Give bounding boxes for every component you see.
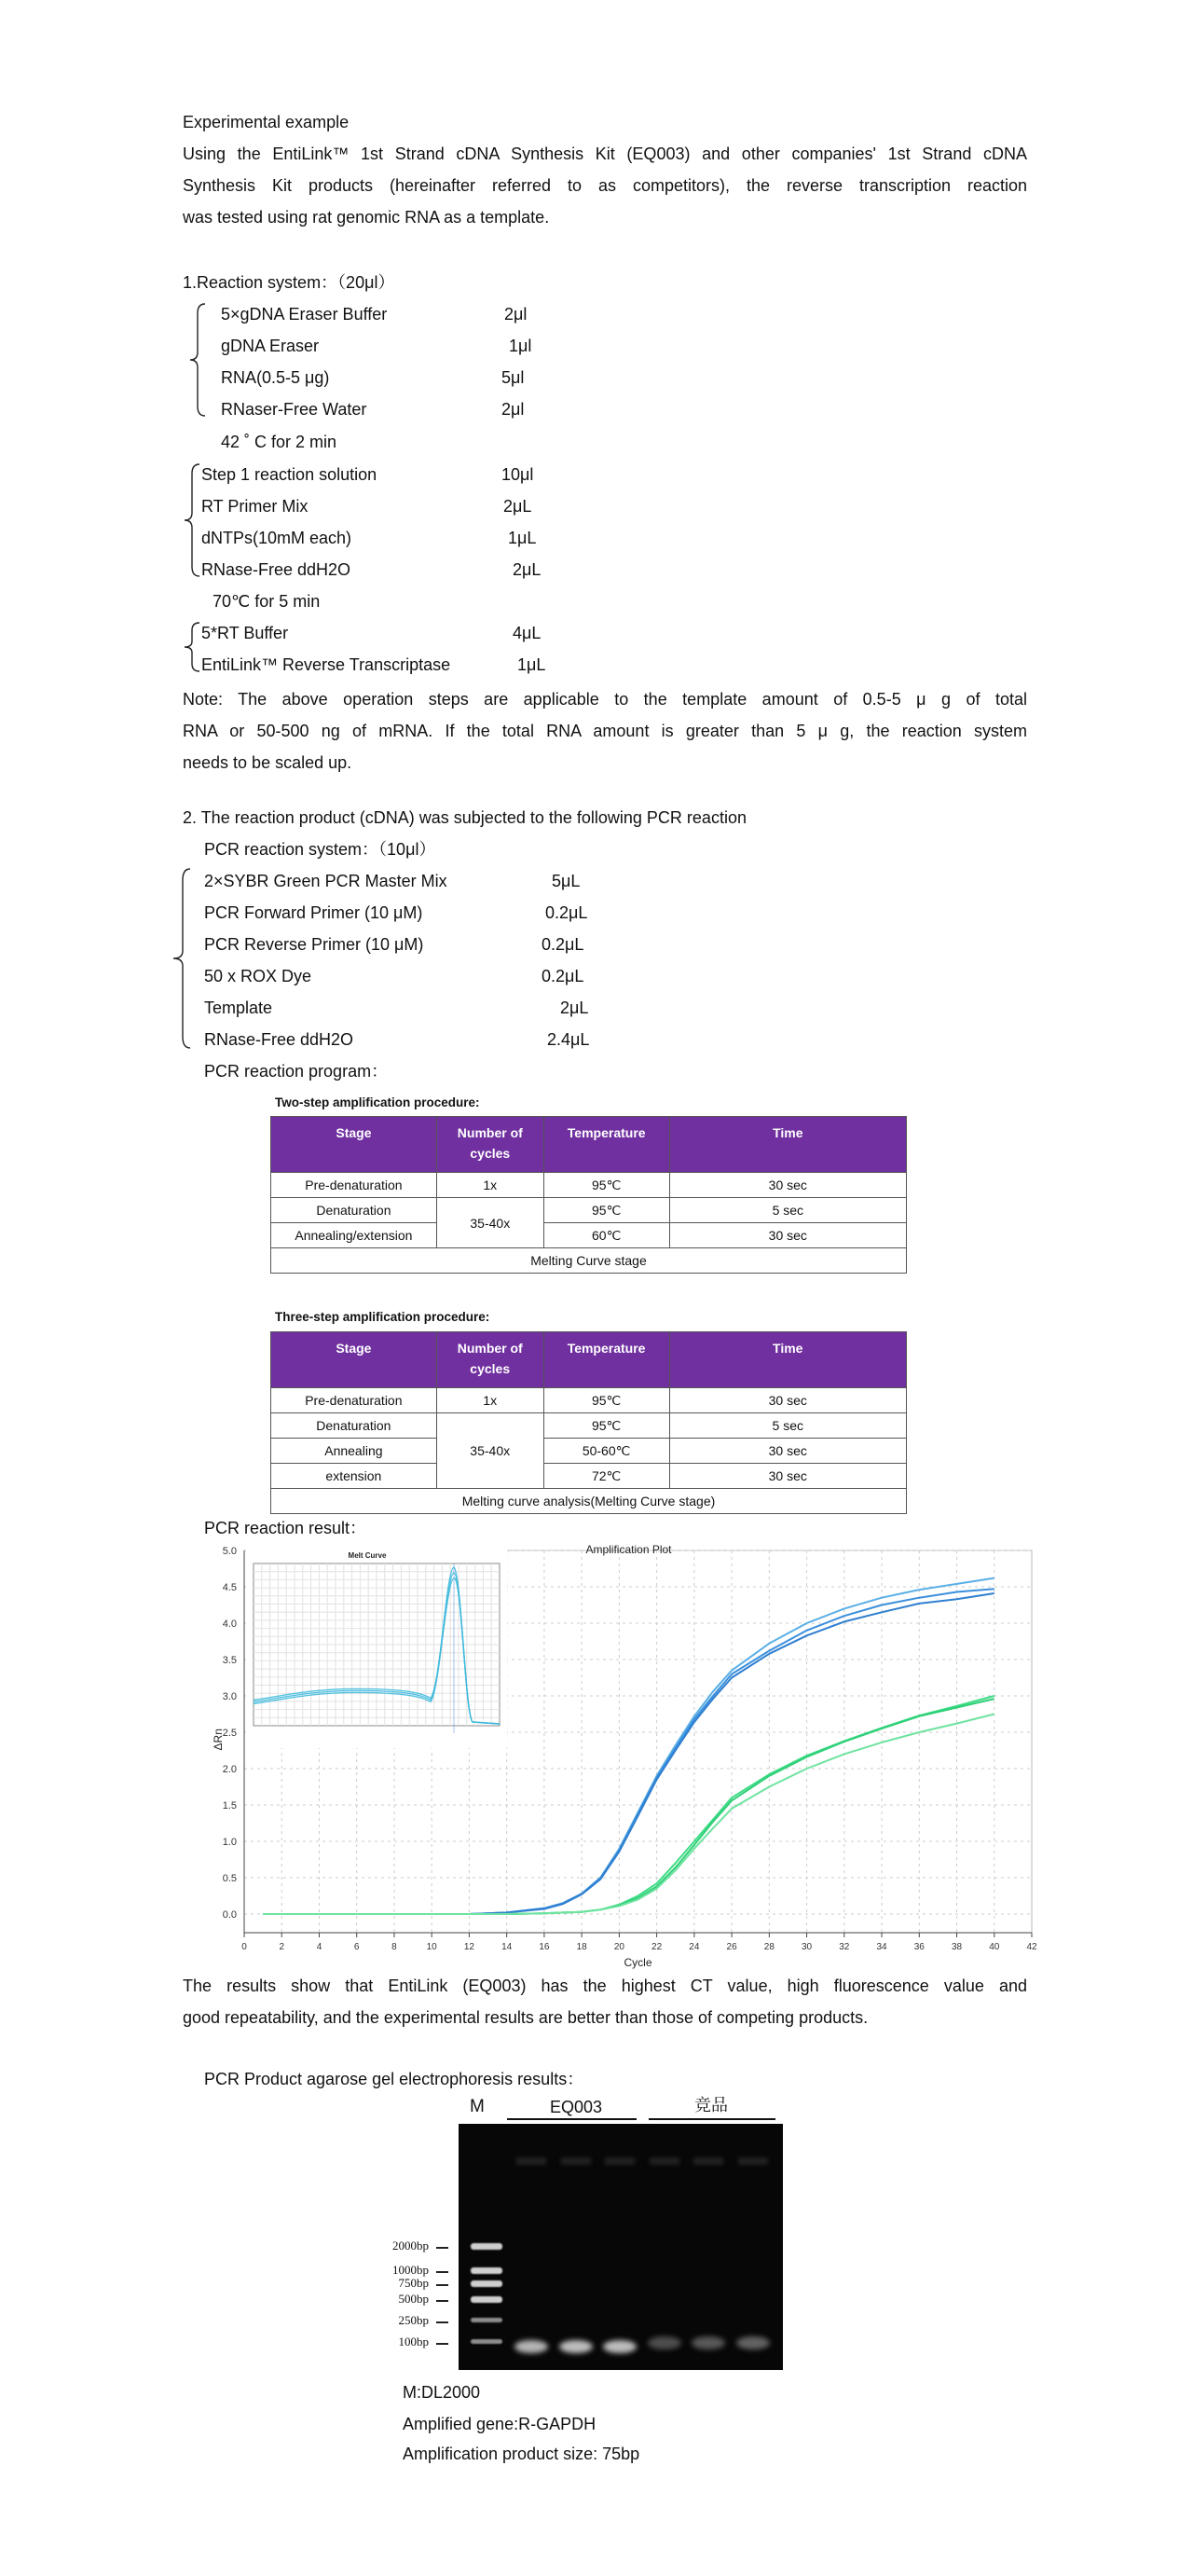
column-header: Number of cycles [436, 1117, 543, 1173]
two-step-table [270, 1116, 907, 1274]
x-tick-label: 6 [353, 1942, 360, 1952]
section-heading: Experimental example [183, 113, 350, 131]
table-row [271, 1388, 907, 1413]
marker-band [471, 2280, 502, 2287]
reagent-name: 5*RT Buffer [201, 624, 289, 642]
sample-band [514, 2340, 548, 2353]
brace-icon [181, 461, 203, 580]
stage-cell: Annealing [271, 1439, 437, 1464]
reagent-name: Step 1 reaction solution [201, 465, 377, 484]
note-line: needs to be scaled up. [183, 753, 352, 772]
x-tick-label: 4 [316, 1942, 322, 1952]
table-row [271, 1198, 907, 1223]
time-cell: 5 sec [669, 1198, 906, 1223]
reagent-name: PCR Reverse Primer (10 μM) [204, 935, 424, 954]
column-header: Time [669, 1117, 906, 1173]
brace-icon [168, 865, 194, 1052]
reagent-volume: 2μl [504, 305, 528, 324]
x-tick-label: 14 [501, 1942, 513, 1952]
reagent-volume: 5μL [552, 872, 581, 890]
y-tick-label: 1.0 [222, 1837, 237, 1848]
x-tick-label: 0 [241, 1942, 247, 1952]
time-cell: 30 sec [669, 1223, 906, 1248]
sample-band [559, 2340, 593, 2353]
time-cell: 30 sec [669, 1464, 906, 1489]
competitor-group-label: 竞品 [694, 2096, 728, 2115]
intro-line: was tested using rat genomic RNA as a template. [183, 208, 550, 227]
table-row [271, 1489, 907, 1514]
gel-well [693, 2157, 723, 2165]
marker-size-label: 500bp [398, 2292, 429, 2306]
y-tick-label: 3.5 [222, 1655, 237, 1666]
x-axis-label: Cycle [624, 1956, 652, 1969]
temperature-cell: 60℃ [543, 1223, 669, 1248]
reagent-name: RNA(0.5-5 μg) [221, 368, 330, 387]
reagent-name: dNTPs(10mM each) [201, 529, 352, 547]
time-cell: 30 sec [669, 1173, 906, 1198]
x-tick-label: 28 [763, 1942, 775, 1952]
marker-band [471, 2243, 502, 2250]
y-tick-label: 4.0 [222, 1619, 237, 1630]
reagent-volume: 1μl [509, 337, 532, 355]
column-header: Stage [271, 1117, 437, 1173]
temperature-cell: 50-60℃ [543, 1439, 669, 1464]
reagent-volume: 0.2μL [542, 935, 584, 954]
marker-band [471, 2339, 502, 2344]
y-axis-label: ΔRn [212, 1729, 225, 1751]
marker-size-label: 1000bp [392, 2263, 429, 2277]
cycles-cell: 1x [436, 1388, 543, 1413]
marker-size-label: 2000bp [392, 2239, 429, 2252]
footer-cell: Melting Curve stage [271, 1248, 907, 1274]
gel-note: Amplification product size: 75bp [403, 2445, 640, 2463]
reagent-volume: 2μL [560, 999, 589, 1017]
cycles-cell: 35-40x [436, 1413, 543, 1489]
y-tick-label: 2.5 [222, 1728, 237, 1739]
reagent-name: RNase-Free ddH2O [204, 1030, 354, 1049]
conclusion-line: The results show that EntiLink (EQ003) has the highest CT value, high fluorescence value and [183, 1977, 1027, 1995]
reagent-name: Template [204, 999, 273, 1017]
x-tick-label: 36 [913, 1942, 925, 1952]
brace-icon [181, 619, 203, 675]
temperature-cell: 95℃ [543, 1198, 669, 1223]
marker-size-label: 100bp [398, 2335, 429, 2349]
reagent-volume: 1μL [508, 529, 537, 547]
time-cell: 30 sec [669, 1388, 906, 1413]
column-header: Stage [271, 1332, 437, 1388]
y-tick-label: 4.5 [222, 1582, 237, 1593]
x-tick-label: 12 [463, 1942, 474, 1952]
marker-size-label: 250bp [398, 2313, 429, 2327]
gel-note: Amplified gene:R-GAPDH [403, 2415, 596, 2433]
pcr-result-title: PCR reaction result： [204, 1519, 367, 1537]
reagent-name: 2×SYBR Green PCR Master Mix [204, 872, 447, 890]
marker-band [471, 2318, 502, 2322]
x-tick-label: 32 [839, 1942, 850, 1952]
reagent-volume: 0.2μL [542, 967, 584, 985]
reagent-name: 50 x ROX Dye [204, 967, 312, 985]
pcr-program-title: PCR reaction program： [204, 1062, 389, 1081]
group-underline [649, 2118, 775, 2120]
table-row [271, 1173, 907, 1198]
conclusion-paragraph [183, 1970, 1027, 2033]
x-tick-label: 26 [726, 1942, 737, 1952]
time-cell: 30 sec [669, 1439, 906, 1464]
reagent-name: RT Primer Mix [201, 497, 309, 516]
gel-image [459, 2124, 783, 2370]
gel-well [738, 2157, 768, 2165]
sample-band [648, 2336, 681, 2349]
note-line: RNA or 50-500 ng of mRNA. If the total RNA amount is greater than 5 μ g, the reaction system [183, 722, 1027, 740]
eq003-group-label: EQ003 [550, 2098, 603, 2116]
pcr-system-title: PCR reaction system：（10μl） [204, 840, 436, 859]
reagent-volume: 2μl [501, 400, 525, 419]
cycles-cell: 35-40x [436, 1198, 543, 1248]
x-tick-label: 24 [689, 1942, 700, 1952]
reagent-volume: 10μl [501, 465, 534, 484]
reagent-volume: 5μl [501, 368, 525, 387]
reaction-system-title: 1.Reaction system：（20μl） [183, 273, 395, 292]
reagent-volume: 2.4μL [547, 1030, 590, 1049]
marker-band [471, 2267, 502, 2274]
table-row [271, 1248, 907, 1274]
three-step-table [270, 1331, 907, 1514]
gel-well [516, 2157, 546, 2165]
stage-cell: Denaturation [271, 1413, 437, 1439]
column-header: Time [669, 1332, 906, 1388]
x-tick-label: 22 [651, 1942, 663, 1952]
stage-cell: Pre-denaturation [271, 1173, 437, 1198]
reagent-volume: 0.2μL [545, 903, 588, 922]
sample-band [736, 2336, 770, 2349]
incubation-condition: 42 ˚ C for 2 min [221, 433, 337, 451]
note-paragraph [183, 683, 1027, 778]
stage-cell: extension [271, 1464, 437, 1489]
table-row [271, 1464, 907, 1489]
table-row [271, 1223, 907, 1248]
x-tick-label: 20 [613, 1942, 624, 1952]
gel-note: M:DL2000 [403, 2383, 481, 2402]
column-header: Temperature [543, 1117, 669, 1173]
x-tick-label: 30 [802, 1942, 813, 1952]
table-row [271, 1413, 907, 1439]
marker-band [471, 2296, 502, 2303]
reagent-name: RNase-Free ddH2O [201, 560, 351, 579]
y-tick-label: 3.0 [222, 1691, 237, 1702]
note-line: Note: The above operation steps are applicable to the template amount of 0.5-5 μ g of total [183, 690, 1027, 709]
marker-tick [436, 2321, 448, 2323]
reagent-name: PCR Forward Primer (10 μM) [204, 903, 423, 922]
marker-tick [436, 2343, 448, 2345]
amplification-plot [205, 1538, 1044, 1977]
gel-well [605, 2157, 635, 2165]
marker-tick [436, 2284, 448, 2286]
x-tick-label: 16 [539, 1942, 550, 1952]
x-tick-label: 10 [426, 1942, 437, 1952]
table-title: Two-step amplification procedure: [275, 1095, 480, 1109]
incubation-condition: 70℃ for 5 min [213, 592, 321, 611]
gel-well [561, 2157, 591, 2165]
reagent-volume: 2μL [513, 560, 542, 579]
stage-cell: Denaturation [271, 1198, 437, 1223]
y-tick-label: 0.5 [222, 1873, 237, 1884]
marker-tick [436, 2271, 448, 2273]
sample-band [692, 2336, 725, 2349]
marker-tick [436, 2300, 448, 2302]
x-tick-label: 42 [1026, 1942, 1037, 1952]
gel-well [650, 2157, 679, 2165]
column-header: Number of cycles [436, 1332, 543, 1388]
pcr-section-title: 2. The reaction product (cDNA) was subjected to the following PCR reaction [183, 808, 747, 827]
x-tick-label: 34 [876, 1942, 887, 1952]
table-title: Three-step amplification procedure: [275, 1310, 490, 1324]
table-row [271, 1439, 907, 1464]
y-tick-label: 5.0 [222, 1546, 237, 1557]
chart-title: Amplification Plot [585, 1543, 672, 1556]
gel-title: PCR Product agarose gel electrophoresis results： [204, 2070, 584, 2088]
x-tick-label: 40 [989, 1942, 1000, 1952]
reagent-name: 5×gDNA Eraser Buffer [221, 305, 388, 324]
y-tick-label: 1.5 [222, 1800, 237, 1811]
temperature-cell: 72℃ [543, 1464, 669, 1489]
brace-icon [186, 300, 209, 420]
intro-paragraph [183, 138, 1027, 233]
y-tick-label: 2.0 [222, 1764, 237, 1775]
stage-cell: Pre-denaturation [271, 1388, 437, 1413]
marker-size-label: 750bp [398, 2276, 429, 2290]
reagent-volume: 4μL [513, 624, 542, 642]
reagent-name: RNaser-Free Water [221, 400, 367, 419]
reagent-volume: 1μL [517, 655, 546, 674]
inset-title: Melt Curve [348, 1551, 387, 1560]
conclusion-line: good repeatability, and the experimental results are better than those of competing products. [183, 2008, 869, 2027]
reagent-name: EntiLink™ Reverse Transcriptase [201, 655, 451, 674]
y-tick-label: 0.0 [222, 1909, 237, 1921]
intro-line: Using the EntiLink™ 1st Strand cDNA Synthesis Kit (EQ003) and other companies' 1st Strand cDNA [183, 145, 1027, 163]
x-tick-label: 38 [951, 1942, 963, 1952]
cycles-cell: 1x [436, 1173, 543, 1198]
reagent-volume: 2μL [503, 497, 532, 516]
time-cell: 5 sec [669, 1413, 906, 1439]
temperature-cell: 95℃ [543, 1413, 669, 1439]
reagent-name: gDNA Eraser [221, 337, 320, 355]
marker-lane-label: M [470, 2097, 485, 2116]
stage-cell: Annealing/extension [271, 1223, 437, 1248]
x-tick-label: 18 [576, 1942, 587, 1952]
column-header: Temperature [543, 1332, 669, 1388]
footer-cell: Melting curve analysis(Melting Curve stage) [271, 1489, 907, 1514]
x-tick-label: 2 [279, 1942, 285, 1952]
temperature-cell: 95℃ [543, 1173, 669, 1198]
x-tick-label: 8 [391, 1942, 397, 1952]
sample-band [603, 2340, 637, 2353]
intro-line: Synthesis Kit products (hereinafter referred to as competitors), the reverse transcription reaction [183, 176, 1027, 195]
temperature-cell: 95℃ [543, 1388, 669, 1413]
group-underline [507, 2118, 637, 2120]
marker-tick [436, 2247, 448, 2249]
